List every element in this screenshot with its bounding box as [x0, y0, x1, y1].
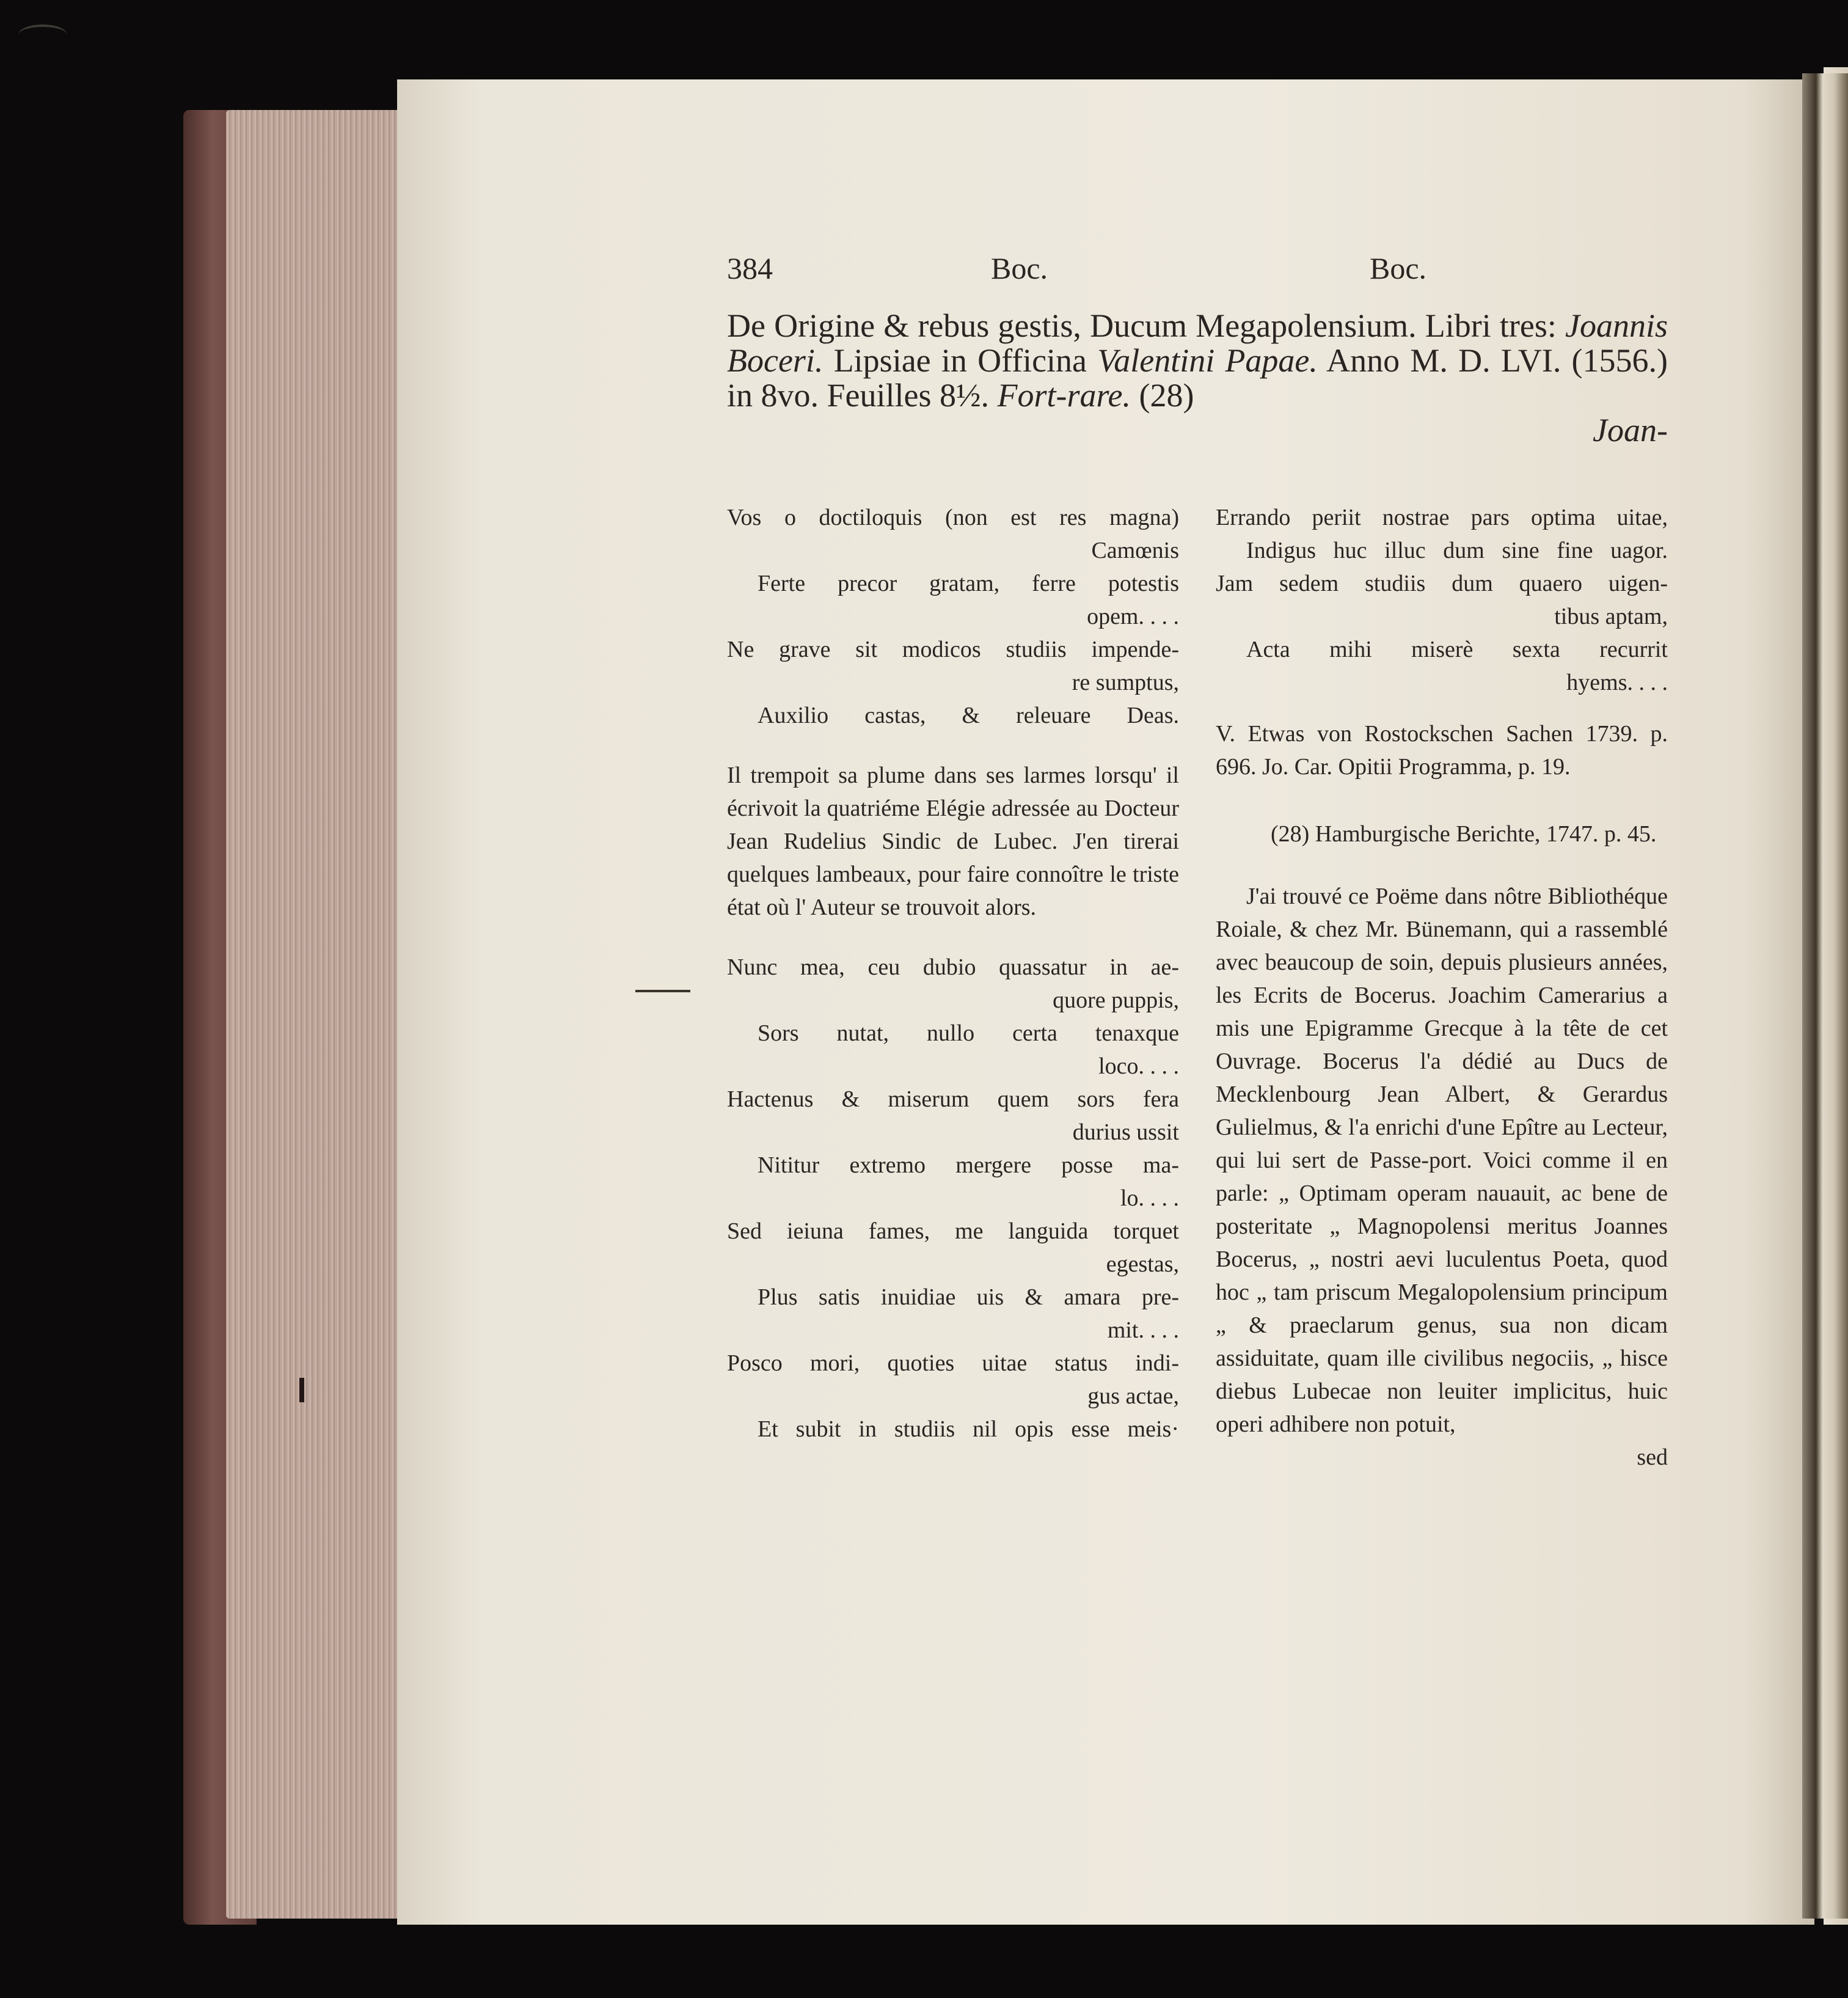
- footnote-28: (28) Hamburgische Berichte, 1747. p. 45.: [1271, 821, 1657, 847]
- verse-continuation: re sumptus,: [1072, 670, 1179, 695]
- verse-line: Nititur extremo mergere posse ma-: [758, 1152, 1179, 1178]
- verse-line: Et subit in studiis nil opis esse meis·: [758, 1416, 1179, 1442]
- entry-imprint-a: Lipsiae in Officina: [833, 342, 1087, 379]
- verse-block-2: [727, 951, 1179, 1446]
- verse-line: Auxilio castas, & releuare Deas.: [758, 703, 1179, 728]
- verse-line: Indigus huc illuc dum sine fine uagor.: [1246, 538, 1668, 563]
- verse-line: Plus satis inuidiae uis & amara pre-: [758, 1284, 1179, 1310]
- verse-continuation: egestas,: [1106, 1251, 1179, 1277]
- reference-note: V. Etwas von Rostockschen Sachen 1739. p. 696. Jo. Car. Opitii Programma, p. 19.: [1216, 721, 1668, 780]
- verse-line: Ne grave sit modicos studiis impende-: [727, 637, 1179, 662]
- verse-continuation: hyems. . . .: [1566, 670, 1668, 695]
- page-number: 384: [727, 251, 773, 285]
- left-column: [727, 501, 1179, 1446]
- verse-continuation: tibus aptam,: [1554, 604, 1668, 629]
- verse-block-1: [727, 501, 1179, 732]
- verse-line: Errando periit nostrae pars optima uitae,: [1216, 505, 1668, 530]
- entry-catchword: Joan-: [1593, 412, 1668, 448]
- margin-dash: [635, 990, 690, 992]
- book-gutter: [1802, 73, 1848, 1919]
- ink-spot: [299, 1378, 304, 1402]
- verse-continuation: mit. . . .: [1107, 1317, 1179, 1343]
- running-header: [727, 251, 1668, 299]
- verse-line: Acta mihi miserè sexta recurrit: [1246, 637, 1668, 662]
- verse-continuation: lo. . . .: [1120, 1185, 1179, 1211]
- entry-author: Joannis Boceri.: [727, 307, 1668, 379]
- right-paragraph: J'ai trouvé ce Poëme dans nôtre Bibliothéque Roiale, & chez Mr. Bünemann, qui a rassemblé avec beaucoup de soin, depuis plusieurs années, les Ecrits de Bocerus. Joachim Camerarius a mis une Epigramme Grecque à la tête de cet Ouvrage. Bocerus l'a dédié au Ducs de Mecklenbourg Jean Albert, & Gerardus Gulielmus, & l'a enrichi d'une Epître au Lecteur, qui lui sert de Passe-port. Voici comme il en parle: „ Optimam operam nauauit, ac bene de posteritate „ Magnopolensi meritus Joannes Bocerus, „ nostri aevi luculentus Poeta, quod hoc „ tam priscum Megalopolensium principum „ & praeclarum genus, sua non dicam assiduitate, quam ille civilibus negociis, „ hisce diebus Lubecae non leuiter implicitus, huic operi adhibere non potuit,: [1216, 884, 1668, 1437]
- verse-continuation: durius ussit: [1072, 1119, 1179, 1145]
- page-block-edges: [226, 110, 409, 1919]
- entry-rarity: Fort-rare.: [997, 377, 1131, 414]
- entry-printer: Valentini Papae.: [1097, 342, 1318, 379]
- verse-continuation: quore puppis,: [1053, 987, 1179, 1013]
- corner-mark: [18, 24, 67, 45]
- entry-note-ref: (28): [1139, 377, 1194, 414]
- bibliographic-entry: [727, 309, 1668, 448]
- verse-line: Sors nutat, nullo certa tenaxque: [758, 1020, 1179, 1046]
- verse-line: Nunc mea, ceu dubio quassatur in ae-: [727, 954, 1179, 980]
- verse-continuation: Camœnis: [1091, 538, 1179, 563]
- verse-line: Sed ieiuna fames, me languida torquet: [727, 1218, 1179, 1244]
- verse-line: Hactenus & miserum quem sors fera: [727, 1086, 1179, 1112]
- verse-continuation: loco. . . .: [1098, 1053, 1179, 1079]
- verse-line: Vos o doctiloquis (non est res magna): [727, 505, 1179, 530]
- verse-block-right: [1216, 501, 1668, 699]
- right-catchword: sed: [1637, 1444, 1668, 1470]
- verse-continuation: gus actae,: [1087, 1383, 1179, 1409]
- verse-line: Posco mori, quoties uitae status indi-: [727, 1350, 1179, 1376]
- running-title-right: Boc.: [1370, 251, 1427, 285]
- verse-line: Jam sedem studiis dum quaero uigen-: [1216, 571, 1668, 596]
- entry-tres: tres:: [1499, 307, 1557, 344]
- verse-continuation: opem. . . .: [1087, 604, 1179, 629]
- verse-line: Ferte precor gratam, ferre potestis: [758, 571, 1179, 596]
- entry-title-line: De Origine & rebus gestis, Ducum Megapolensium. Libri: [727, 307, 1491, 344]
- left-paragraph: Il trempoit sa plume dans ses larmes lorsqu' il écrivoit la quatriéme Elégie adressée au Docteur Jean Rudelius Sindic de Lubec. J'en tirerai quelques lambeaux, pour faire connoître le triste état où l' Auteur se trouvoit alors.: [727, 763, 1179, 920]
- entry-imprint-b: Anno M. D. LVI. (1556.) in 8vo. Feuilles 8½.: [727, 342, 1668, 414]
- running-title-left: Boc.: [991, 251, 1048, 285]
- right-column: [1216, 501, 1668, 1474]
